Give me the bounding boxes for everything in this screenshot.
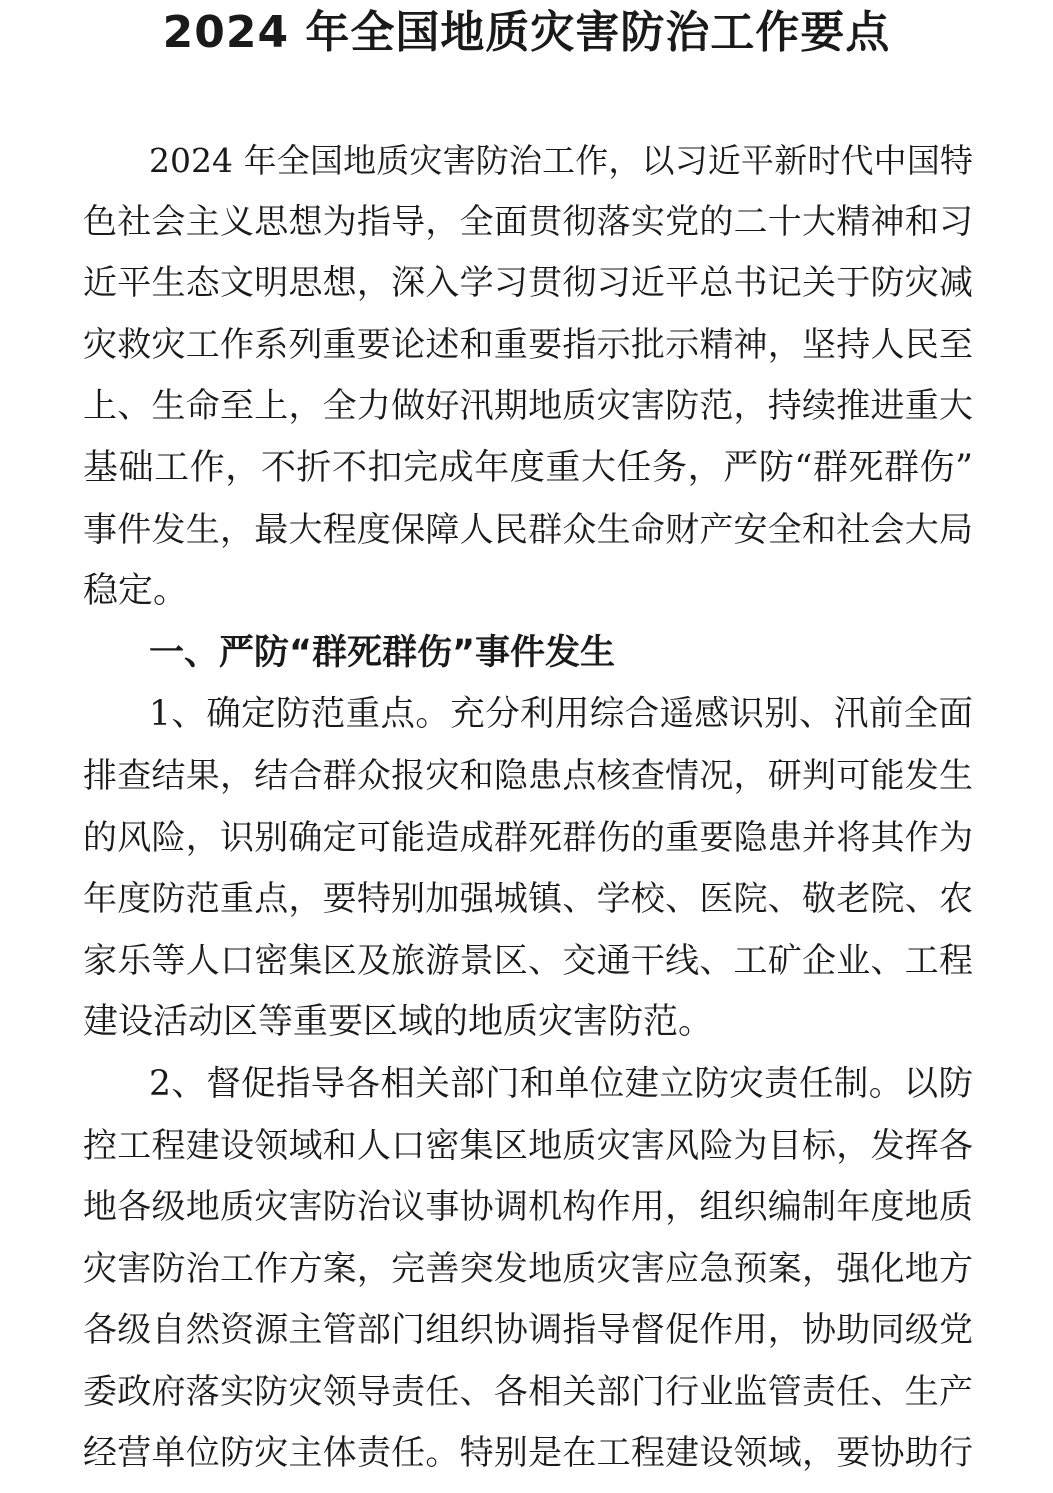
paragraph-line: 地各级地质灾害防治议事协调机构作用，组织编制年度地质 [83,1187,973,1228]
paragraph-line: 各级自然资源主管部门组织协调指导督促作用，协助同级党 [83,1310,973,1351]
paragraph-line: 控工程建设领域和人口密集区地质灾害风险为目标，发挥各 [83,1125,973,1166]
paragraph-line: 委政府落实防灾领导责任、各相关部门行业监管责任、生产 [83,1371,973,1412]
paragraph-line: 的风险，识别确定可能造成群死群伤的重要隐患并将其作为 [83,817,973,858]
paragraph-line: 2、督促指导各相关部门和单位建立防灾责任制。以防 [149,1063,973,1104]
paragraph-line: 排查结果，结合群众报灾和隐患点核查情况，研判可能发生 [83,755,973,796]
paragraph-line: 2024 年全国地质灾害防治工作，以习近平新时代中国特 [149,141,973,180]
paragraph-line: 上、生命至上，全力做好汛期地质灾害防范，持续推进重大 [83,386,973,427]
paragraph-line: 经营单位防灾主体责任。特别是在工程建设领域，要协助行 [83,1433,973,1474]
paragraph-line: 建设活动区等重要区域的地质灾害防范。 [83,1002,714,1043]
paragraph-line: 年度防范重点，要特别加强城镇、学校、医院、敬老院、农 [83,879,973,920]
paragraph-line: 灾害防治工作方案，完善突发地质灾害应急预案，强化地方 [83,1248,973,1289]
paragraph-line: 近平生态文明思想，深入学习贯彻习近平总书记关于防灾减 [83,263,973,304]
paragraph-line: 事件发生，最大程度保障人民群众生命财产安全和社会大局 [83,509,973,550]
paragraph-line: 基础工作，不折不扣完成年度重大任务，严防“群死群伤” [83,447,973,488]
paragraph-line: 灾救灾工作系列重要论述和重要指示批示精神，坚持人民至 [83,324,973,365]
paragraph-line: 色社会主义思想为指导，全面贯彻落实党的二十大精神和习 [83,201,973,242]
paragraph-line: 1、确定防范重点。充分利用综合遥感识别、汛前全面 [149,694,973,735]
document-title: 2024 年全国地质灾害防治工作要点 [162,7,891,58]
paragraph-line: 家乐等人口密集区及旅游景区、交通干线、工矿企业、工程 [83,940,973,981]
paragraph-line: 稳定。 [83,571,189,612]
section-heading: 一、严防“群死群伤”事件发生 [149,632,616,673]
document-body [83,130,973,1485]
